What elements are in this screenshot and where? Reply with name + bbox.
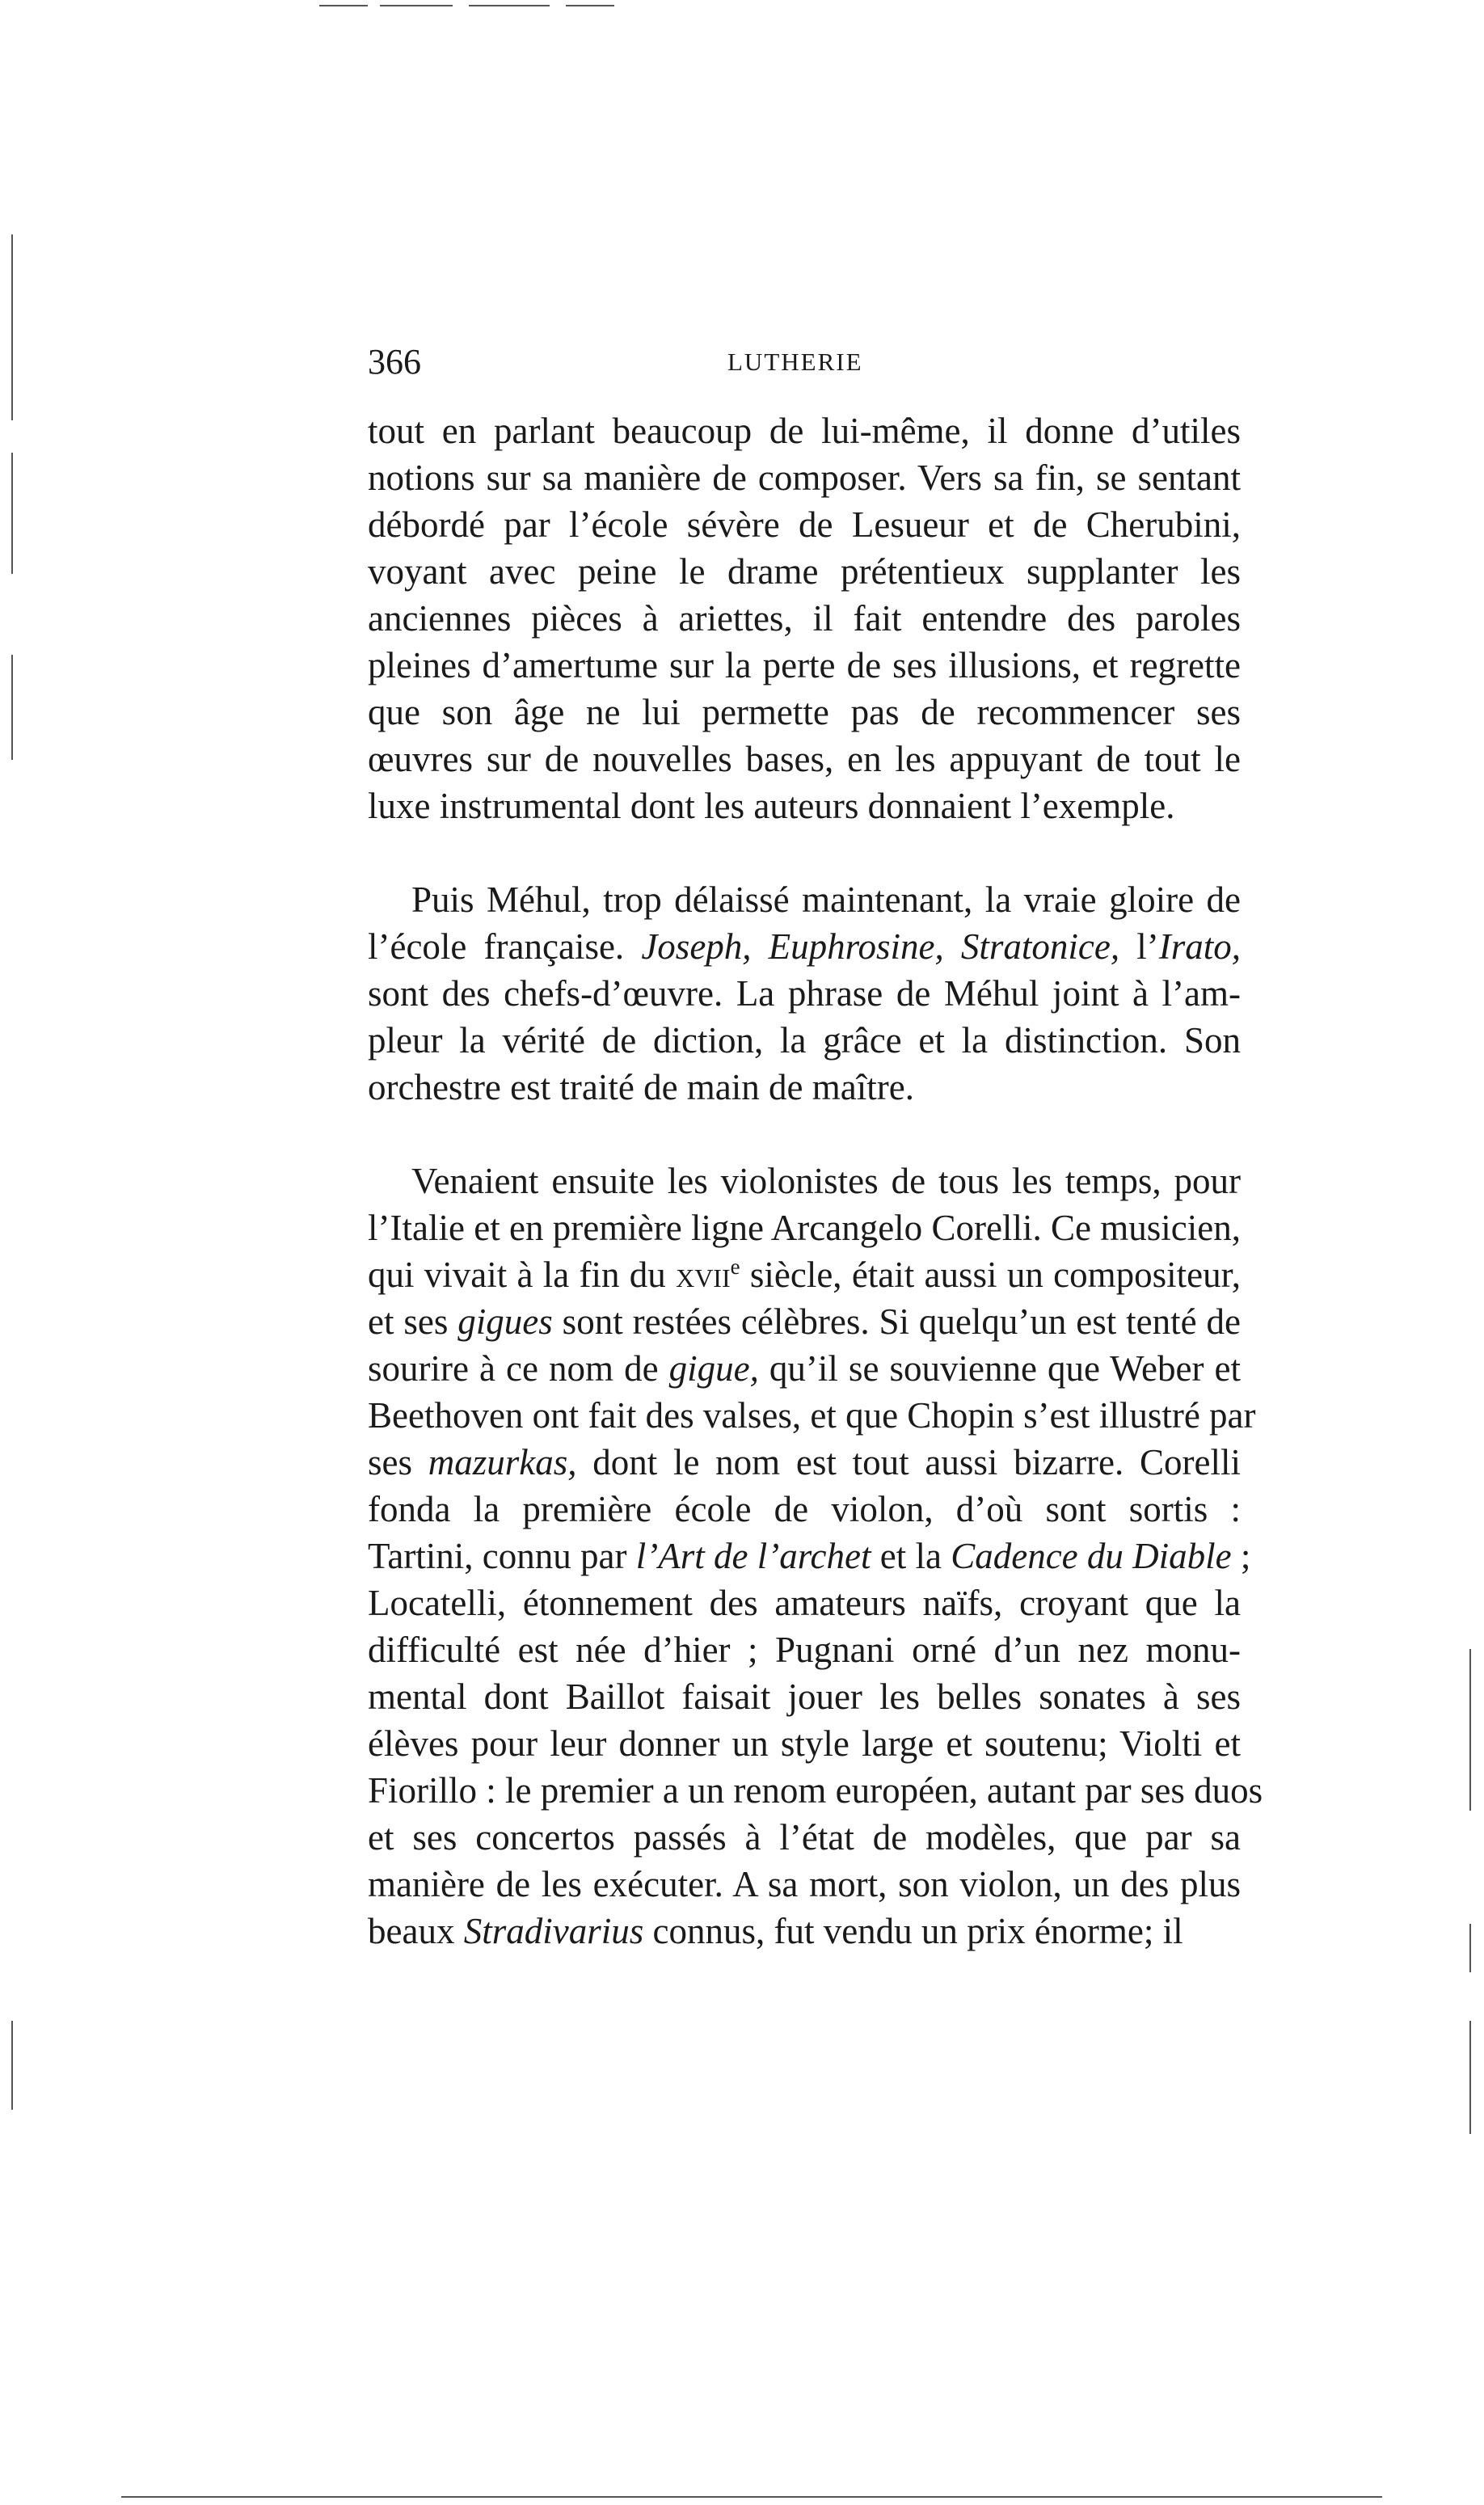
scan-mark-left-3 bbox=[11, 655, 13, 760]
text-line bbox=[368, 1486, 1241, 1533]
text-line bbox=[368, 595, 1241, 642]
italic-text: mazurkas, bbox=[428, 1442, 577, 1482]
text-run: Fiorillo : le premier a un renom européen, autant par ses duos bbox=[368, 1770, 1263, 1811]
text-line bbox=[368, 1814, 1241, 1861]
text-run: notions sur sa manière de composer. Vers sa fin, se sentant bbox=[368, 458, 1241, 498]
text-run: sourire à ce nom de bbox=[368, 1348, 669, 1389]
text-run: Venaient ensuite les violonistes de tous les temps, pour bbox=[411, 1161, 1241, 1201]
text-line bbox=[368, 1204, 1241, 1251]
text-line bbox=[368, 642, 1241, 689]
text-line bbox=[368, 1064, 1241, 1111]
text-run: et ses concertos passés à l’état de modèles, que par sa bbox=[368, 1817, 1241, 1858]
text-run: xvii bbox=[676, 1255, 731, 1295]
text-run: pleines d’amertume sur la perte de ses illusions, et regrette bbox=[368, 645, 1241, 685]
text-run: ses bbox=[368, 1442, 428, 1482]
text-line bbox=[368, 1017, 1241, 1064]
page-number: 366 bbox=[368, 342, 421, 382]
text-run: manière de les exécuter. A sa mort, son violon, un des plus bbox=[368, 1864, 1241, 1904]
scan-mark-left-2 bbox=[11, 453, 13, 574]
italic-text: Irato, bbox=[1158, 926, 1241, 967]
text-run: anciennes pièces à ariettes, il fait entendre des paroles bbox=[368, 598, 1241, 639]
text-run: mental dont Baillot faisait jouer les belles sonates à ses bbox=[368, 1676, 1241, 1717]
text-line bbox=[368, 501, 1241, 548]
text-run: siècle, était aussi un compositeur, bbox=[740, 1255, 1242, 1295]
text-line bbox=[368, 1908, 1241, 1955]
text-run: pleur la vérité de diction, la grâce et la distinction. Son bbox=[368, 1020, 1241, 1061]
text-line bbox=[368, 1626, 1241, 1673]
text-line bbox=[368, 876, 1241, 923]
scan-mark-bottom bbox=[121, 2496, 1382, 2498]
text-line bbox=[368, 736, 1241, 782]
text-line bbox=[368, 1579, 1241, 1626]
text-run: orchestre est traité de main de maître. bbox=[368, 1067, 914, 1107]
text-line bbox=[368, 1720, 1241, 1767]
text-run: dont le nom est tout aussi bizarre. Corelli bbox=[576, 1442, 1241, 1482]
text-line bbox=[368, 1439, 1241, 1486]
text-run: sont restées célèbres. Si quelqu’un est tenté de bbox=[552, 1301, 1241, 1342]
text-run: voyant avec peine le drame prétentieux supplanter les bbox=[368, 551, 1241, 592]
paragraph bbox=[368, 876, 1241, 1111]
text-run: Beethoven ont fait des valses, et que Chopin s’est illustré par bbox=[368, 1395, 1256, 1436]
text-run: Puis Méhul, trop délaissé maintenant, la vraie gloire de bbox=[411, 879, 1241, 920]
text-run: luxe instrumental dont les auteurs donnaient l’exemple. bbox=[368, 786, 1175, 826]
text-run: Tartini, connu par bbox=[368, 1536, 636, 1576]
text-run: l’ bbox=[1119, 926, 1159, 967]
italic-text: l’Art de l’archet bbox=[635, 1536, 871, 1576]
scan-mark-right-2 bbox=[1469, 1924, 1471, 1972]
text-line bbox=[368, 548, 1241, 595]
scan-mark-top-4 bbox=[566, 5, 614, 6]
text-line bbox=[368, 689, 1241, 736]
scan-mark-left-4 bbox=[11, 2021, 13, 2110]
text-line bbox=[368, 1767, 1263, 1814]
text-line bbox=[368, 454, 1241, 501]
scan-mark-top-3 bbox=[469, 5, 550, 6]
text-run: qu’il se souvienne que Weber et bbox=[758, 1348, 1242, 1389]
text-line bbox=[368, 1251, 1241, 1298]
text-line bbox=[368, 1861, 1241, 1908]
paragraph bbox=[368, 1158, 1263, 1955]
italic-text: Stradivarius bbox=[463, 1911, 644, 1951]
text-run: difficulté est née d’hier ; Pugnani orné d’un nez monu- bbox=[368, 1630, 1241, 1670]
italic-text: Cadence du Diable bbox=[951, 1536, 1232, 1576]
text-run: fonda la première école de violon, d’où sont sortis : bbox=[368, 1489, 1241, 1529]
text-line bbox=[368, 782, 1241, 829]
text-run: et la bbox=[871, 1536, 951, 1576]
text-line bbox=[368, 923, 1241, 970]
text-line bbox=[368, 970, 1241, 1017]
text-run: qui vivait à la fin du bbox=[368, 1255, 677, 1295]
text-line bbox=[368, 1392, 1256, 1439]
italic-text: gigue, bbox=[668, 1348, 759, 1389]
text-line bbox=[368, 1345, 1241, 1392]
paragraph bbox=[368, 407, 1241, 829]
text-line bbox=[368, 407, 1241, 454]
text-run: et ses bbox=[368, 1301, 458, 1342]
text-run: l’école française. bbox=[368, 926, 642, 967]
text-line bbox=[368, 1673, 1241, 1720]
text-run: tout en parlant beaucoup de lui-même, il donne d’utiles bbox=[368, 411, 1241, 451]
text-run: e bbox=[730, 1254, 740, 1279]
text-line bbox=[368, 1158, 1241, 1204]
text-run: Locatelli, étonnement des amateurs naïfs, croyant que la bbox=[368, 1583, 1241, 1623]
page-body bbox=[368, 407, 1263, 1955]
text-line bbox=[368, 1533, 1251, 1579]
scan-mark-top-1 bbox=[319, 5, 368, 6]
italic-text: Joseph, Euphrosine, Stratonice, bbox=[641, 926, 1120, 967]
text-run: que son âge ne lui permette pas de recommencer ses bbox=[368, 692, 1241, 732]
scan-mark-left-1 bbox=[11, 234, 13, 420]
text-run: œuvres sur de nouvelles bases, en les appuyant de tout le bbox=[368, 739, 1241, 779]
text-run: sont des chefs-d’œuvre. La phrase de Méhul joint à l’am- bbox=[368, 973, 1241, 1014]
page-header bbox=[368, 338, 1242, 386]
italic-text: gigues bbox=[457, 1301, 553, 1342]
text-run: élèves pour leur donner un style large et soutenu; Violti et bbox=[368, 1723, 1241, 1764]
scan-mark-right-3 bbox=[1469, 2021, 1471, 2134]
text-run: beaux bbox=[368, 1911, 464, 1951]
running-head: LUTHERIE bbox=[727, 348, 863, 376]
text-run: débordé par l’école sévère de Lesueur et de Cherubini, bbox=[368, 504, 1241, 545]
text-run: connus, fut vendu un prix énorme; il bbox=[643, 1911, 1183, 1951]
scan-mark-top-2 bbox=[380, 5, 453, 6]
text-line bbox=[368, 1298, 1241, 1345]
text-run: l’Italie et en première ligne Arcangelo Corelli. Ce musicien, bbox=[368, 1208, 1241, 1248]
text-run: ; bbox=[1231, 1536, 1251, 1576]
scan-mark-right-1 bbox=[1469, 1649, 1471, 1811]
